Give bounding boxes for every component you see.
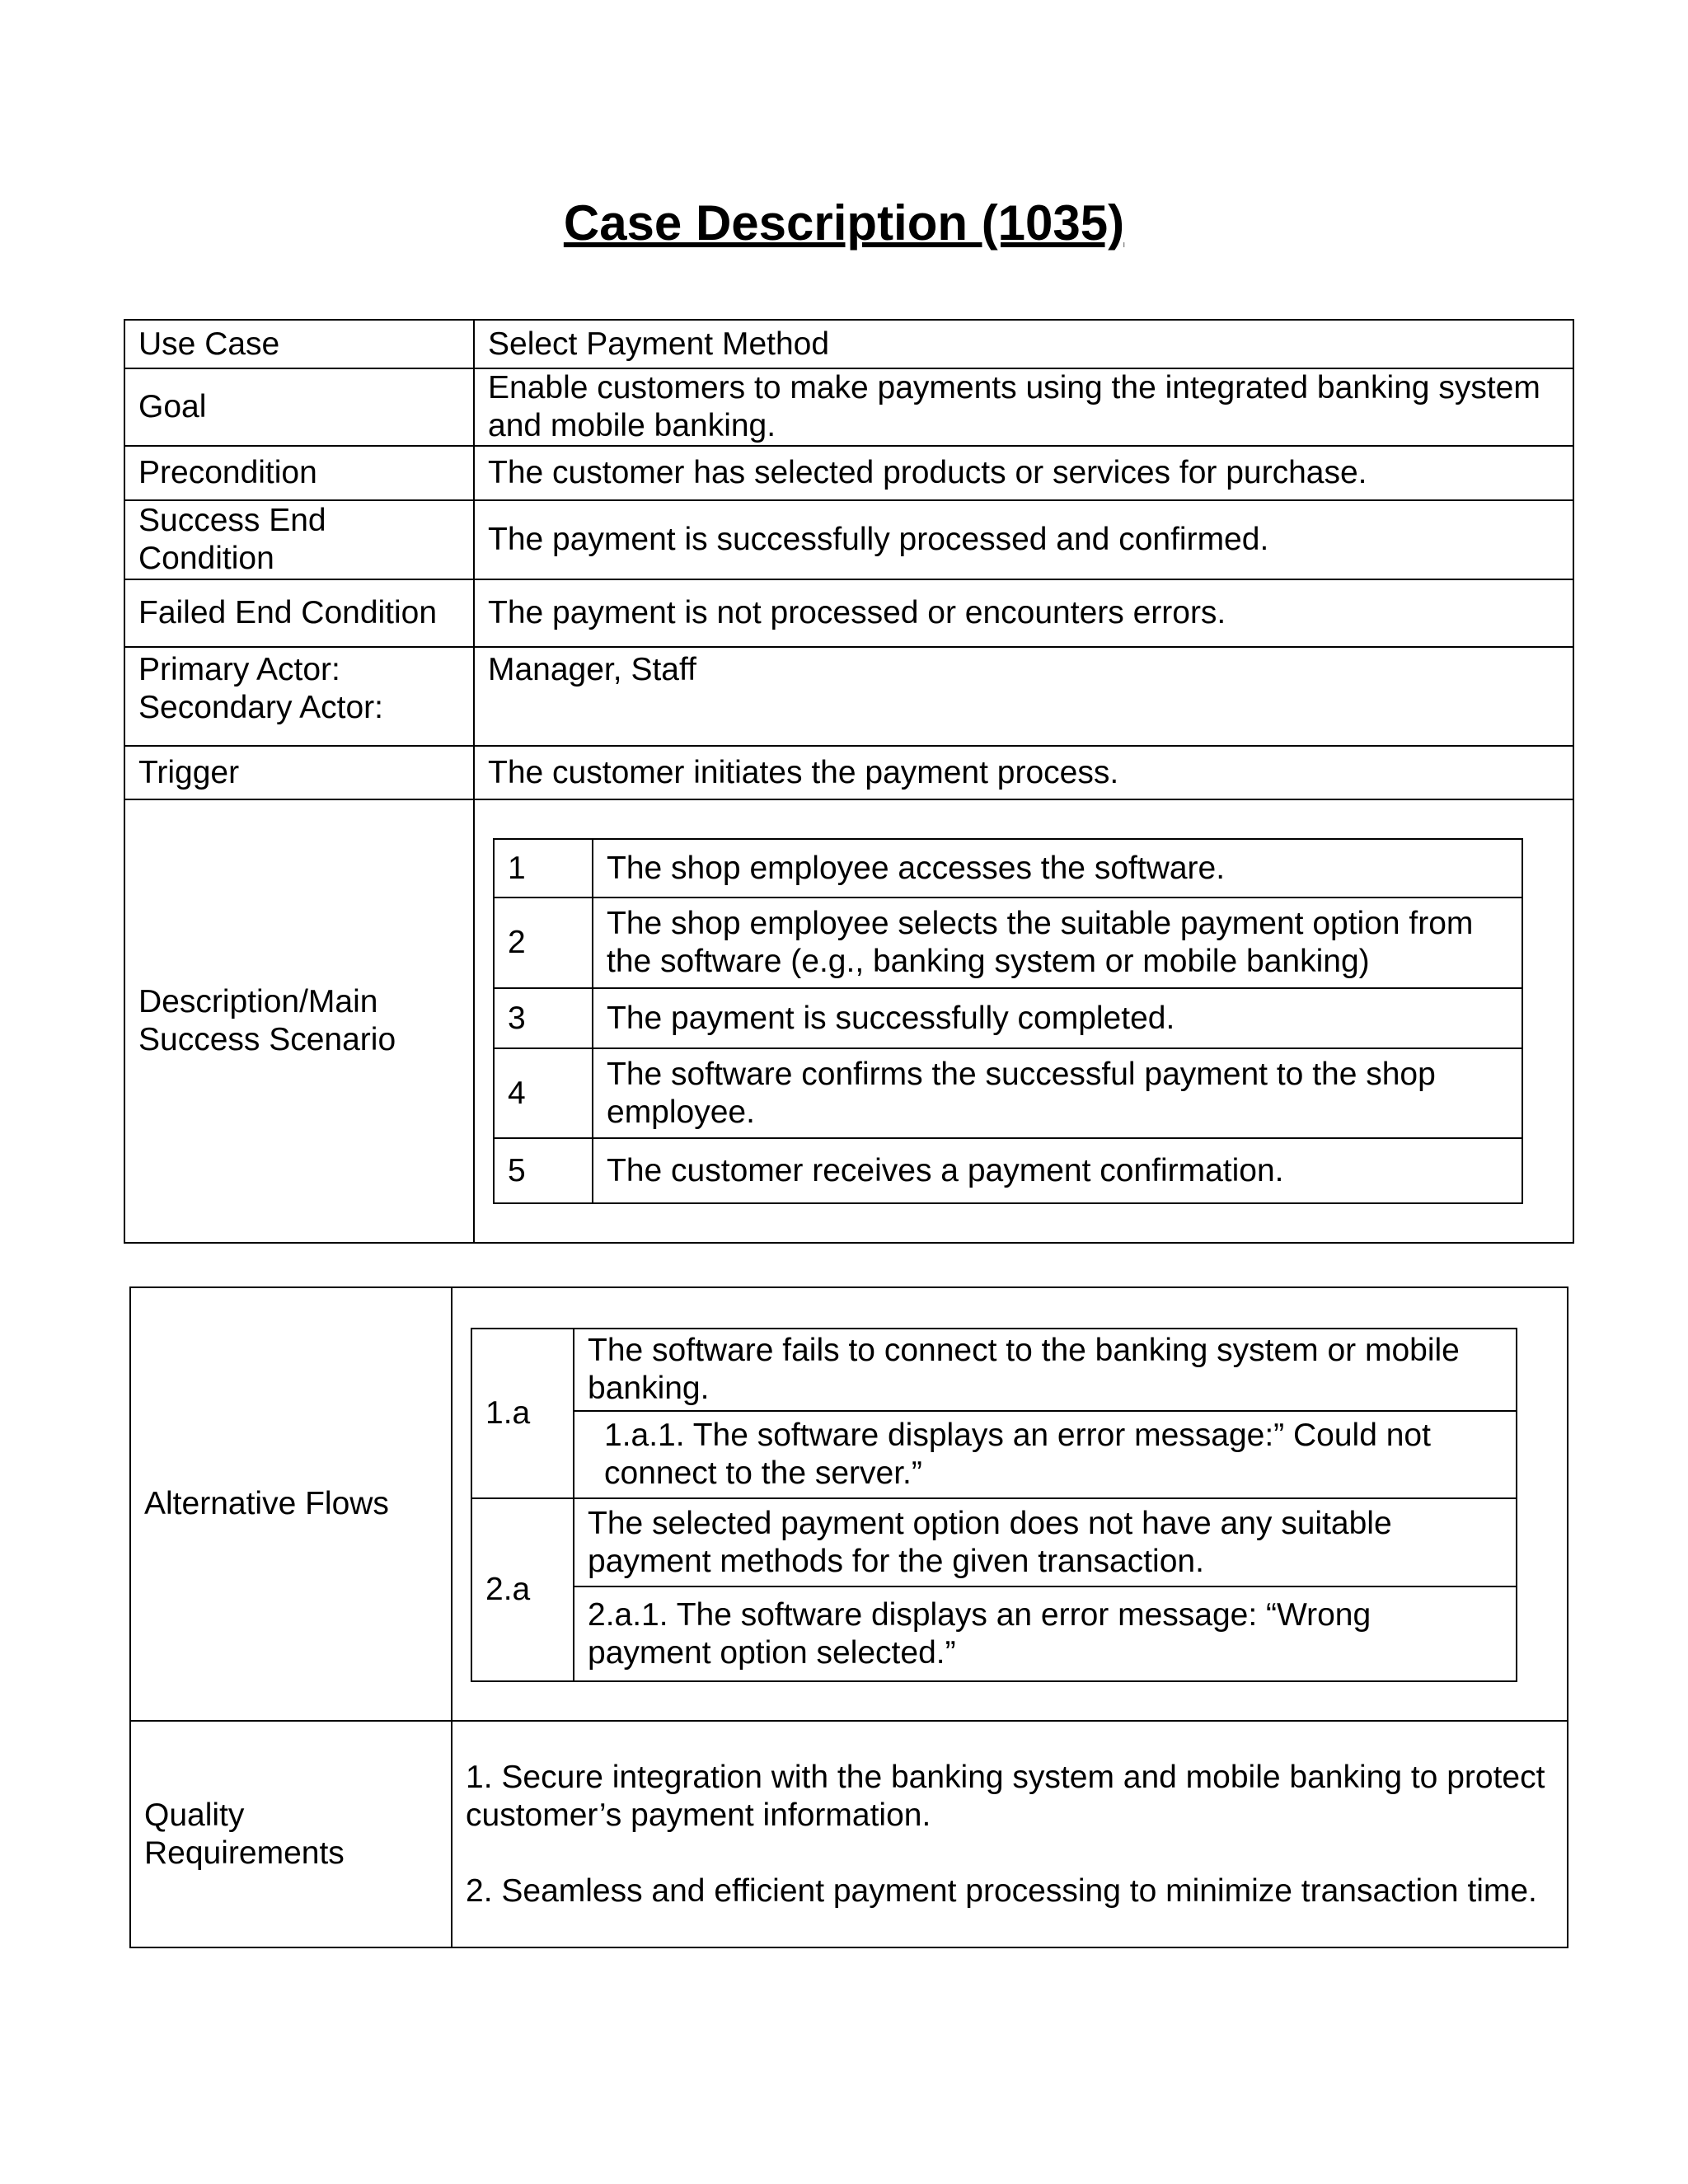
step-text: The payment is successfully completed. bbox=[593, 988, 1522, 1048]
row-failed-end bbox=[124, 579, 1573, 647]
step-number: 2 bbox=[494, 898, 593, 988]
value-actors: Manager, Staff bbox=[474, 647, 1573, 746]
row-trigger bbox=[124, 746, 1573, 799]
row-goal bbox=[124, 368, 1573, 446]
row-use-case bbox=[124, 320, 1573, 368]
flow-number: 1.a bbox=[471, 1329, 574, 1498]
row-actors bbox=[124, 647, 1573, 746]
flow-row bbox=[471, 1586, 1517, 1681]
value-failed-end: The payment is not processed or encounters errors. bbox=[474, 579, 1573, 647]
flow-row bbox=[471, 1411, 1517, 1498]
label-precondition: Precondition bbox=[124, 446, 474, 500]
label-goal: Goal bbox=[124, 368, 474, 446]
step-text: The shop employee selects the suitable payment option from the software (e.g., banking system or mobile banking) bbox=[593, 898, 1522, 988]
step-row bbox=[494, 898, 1522, 988]
label-alternative-flows: Alternative Flows bbox=[130, 1287, 452, 1721]
row-precondition bbox=[124, 446, 1573, 500]
step-row bbox=[494, 839, 1522, 898]
quality-item: 1. Secure integration with the banking system and mobile banking to protect customer’s payment information. bbox=[466, 1759, 1545, 1833]
main-scenario-cell bbox=[474, 799, 1573, 1243]
step-number: 3 bbox=[494, 988, 593, 1048]
step-row bbox=[494, 1138, 1522, 1203]
label-use-case: Use Case bbox=[124, 320, 474, 368]
step-text: The customer receives a payment confirmation. bbox=[593, 1138, 1522, 1203]
row-quality-requirements bbox=[130, 1721, 1568, 1947]
row-main-scenario bbox=[124, 799, 1573, 1243]
row-alternative-flows bbox=[130, 1287, 1568, 1721]
step-text: The software confirms the successful payment to the shop employee. bbox=[593, 1048, 1522, 1138]
step-row bbox=[494, 988, 1522, 1048]
flow-row bbox=[471, 1498, 1517, 1586]
label-main-scenario: Description/Main Success Scenario bbox=[124, 799, 474, 1243]
step-number: 4 bbox=[494, 1048, 593, 1138]
flows-quality-table bbox=[129, 1286, 1568, 1948]
label-primary-actor: Primary Actor: bbox=[138, 652, 340, 687]
label-failed-end: Failed End Condition bbox=[124, 579, 474, 647]
label-quality-requirements: Quality Requirements bbox=[130, 1721, 452, 1947]
label-success-end: Success End Condition bbox=[124, 500, 474, 579]
step-text: The shop employee accesses the software. bbox=[593, 839, 1522, 898]
flow-action: 2.a.1. The software displays an error message: “Wrong payment option selected.” bbox=[574, 1586, 1517, 1681]
flow-action: 1.a.1. The software displays an error message:” Could not connect to the server.” bbox=[574, 1411, 1517, 1498]
label-trigger: Trigger bbox=[124, 746, 474, 799]
value-use-case: Select Payment Method bbox=[474, 320, 1573, 368]
use-case-table bbox=[124, 319, 1574, 1244]
flow-number: 2.a bbox=[471, 1498, 574, 1681]
row-success-end bbox=[124, 500, 1573, 579]
flow-condition: The software fails to connect to the banking system or mobile banking. bbox=[574, 1329, 1517, 1411]
main-steps-table bbox=[493, 838, 1523, 1204]
quality-requirements-cell bbox=[452, 1721, 1568, 1947]
label-actors bbox=[124, 647, 474, 746]
quality-item: 2. Seamless and efficient payment processing to minimize transaction time. bbox=[466, 1872, 1537, 1909]
alternative-flows-table bbox=[471, 1328, 1517, 1682]
value-goal: Enable customers to make payments using the integrated banking system and mobile banking. bbox=[474, 368, 1573, 446]
step-number: 1 bbox=[494, 839, 593, 898]
value-trigger: The customer initiates the payment process. bbox=[474, 746, 1573, 799]
flow-row bbox=[471, 1329, 1517, 1411]
document-title: Case Description (1035) bbox=[563, 195, 1125, 251]
value-precondition: The customer has selected products or services for purchase. bbox=[474, 446, 1573, 500]
alternative-flows-cell bbox=[452, 1287, 1568, 1721]
step-row bbox=[494, 1048, 1522, 1138]
label-secondary-actor: Secondary Actor: bbox=[138, 690, 383, 725]
flow-condition: The selected payment option does not have any suitable payment methods for the given transaction. bbox=[574, 1498, 1517, 1586]
step-number: 5 bbox=[494, 1138, 593, 1203]
value-success-end: The payment is successfully processed and confirmed. bbox=[474, 500, 1573, 579]
